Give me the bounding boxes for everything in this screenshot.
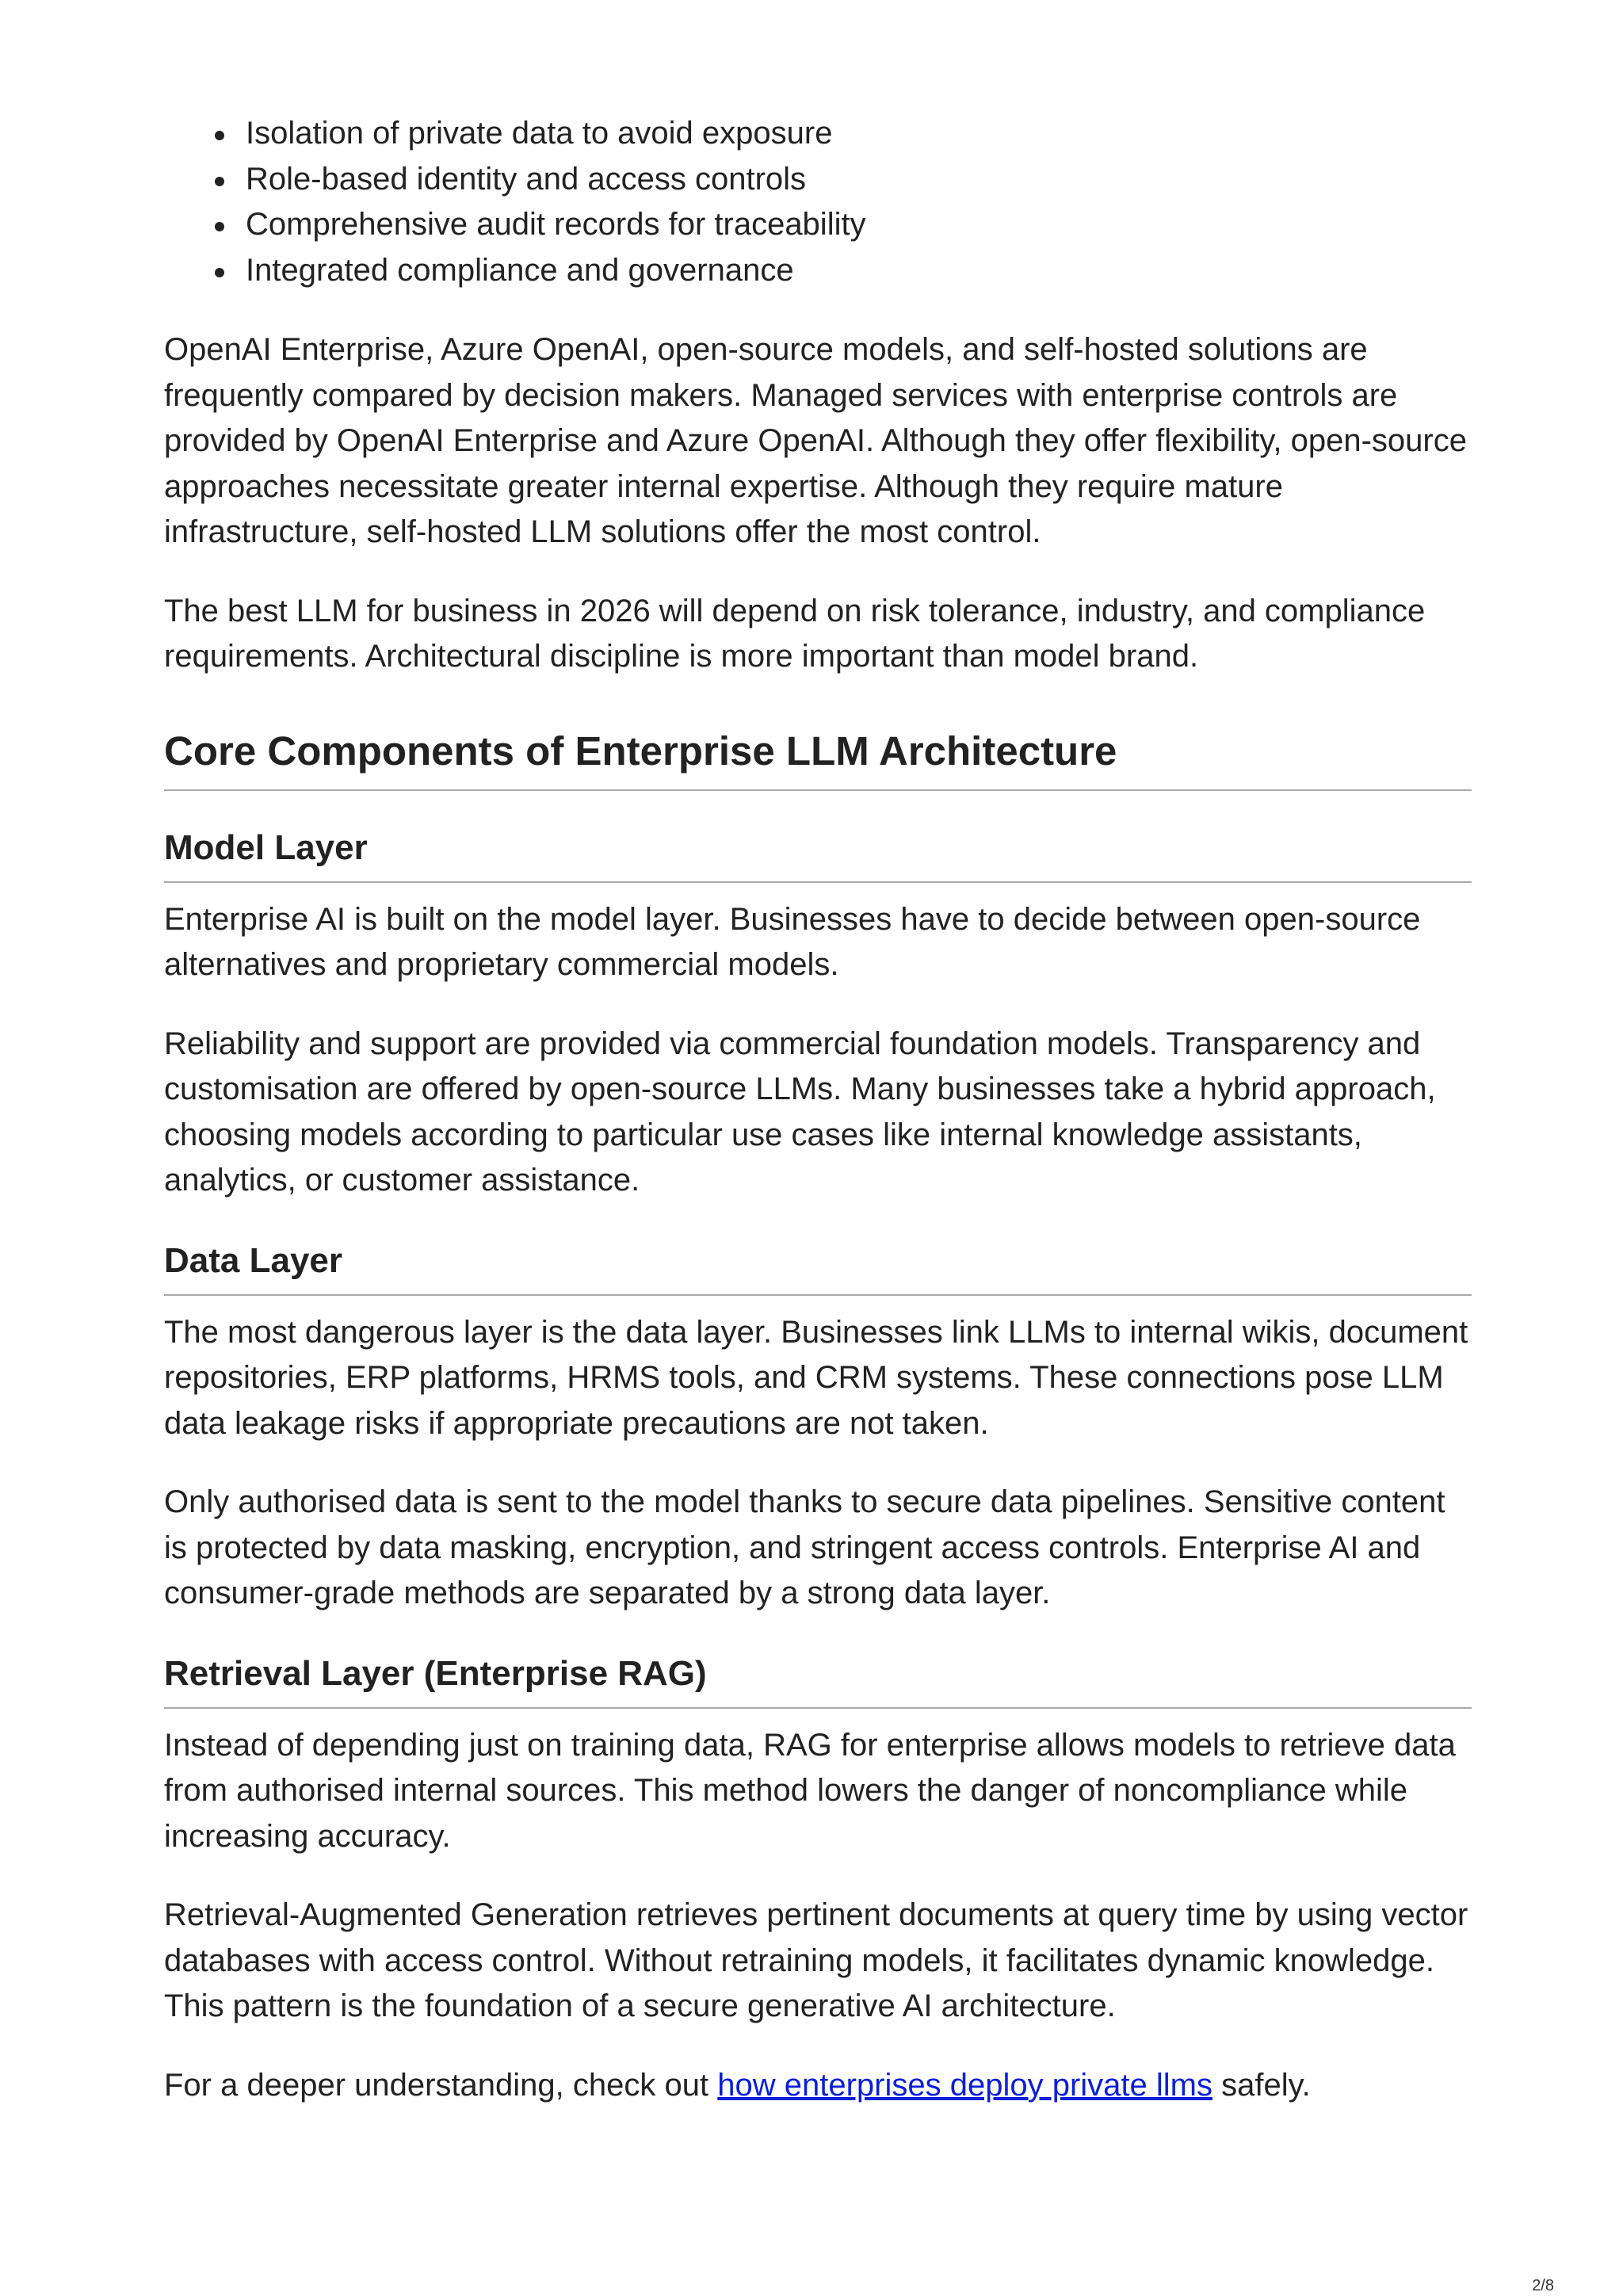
paragraph-vendor-comparison: OpenAI Enterprise, Azure OpenAI, open-source models, and self-hosted solutions are frequently compared by decision makers. Managed services with enterprise controls are provided by OpenAI Enterprise and Azure OpenAI. Although they offer flexibility, open-source approaches necessitate greater internal expertise. Although they require mature infrastructure, self-hosted LLM solutions offer the most control. [164,332,1467,549]
retrieval-layer-heading: Retrieval Layer (Enterprise RAG) [164,1652,1472,1709]
page-number: 2/8 [1532,2277,1554,2294]
paragraph-best-llm: The best LLM for business in 2026 will depend on risk tolerance, industry, and compliance requirements. Architectural discipline is more important than model brand. [164,593,1426,674]
cta-suffix-text: safely. [1212,2067,1311,2103]
section-title: Core Components of Enterprise LLM Architecture [164,726,1472,791]
retrieval-layer-paragraph: Instead of depending just on training data, RAG for enterprise allows models to retrieve data from authorised internal sources. This method lowers the danger of noncompliance while increasing accuracy. [164,1727,1456,1854]
model-layer-paragraph: Reliability and support are provided via commercial foundation models. Transparency and customisation are offered by open-source LLMs. Many businesses take a hybrid approach, choosing models according to particular use cases like internal knowledge assistants, analytics, or customer assistance. [164,1026,1436,1198]
data-layer-paragraph: The most dangerous layer is the data layer. Businesses link LLMs to internal wikis, document repositories, ERP platforms, HRMS tools, and CRM systems. These connections pose LLM data leakage risks if appropriate precautions are not taken. [164,1314,1468,1441]
retrieval-layer-paragraph: Retrieval-Augmented Generation retrieves pertinent documents at query time by using vector databases with access control. Without retraining models, it facilitates dynamic knowledge. This pattern is the foundation of a secure generative AI architecture. [164,1897,1468,2023]
list-item: Role-based identity and access controls [246,157,1472,203]
list-item: Isolation of private data to avoid exposure [246,111,1472,157]
deeper-understanding-paragraph [164,2063,1472,2109]
data-layer-paragraph: Only authorised data is sent to the model thanks to secure data pipelines. Sensitive content is protected by data masking, encryption, and stringent access controls. Enterprise AI and consumer-grade methods are separated by a strong data layer. [164,1484,1445,1610]
feature-bullet-list [164,111,1472,293]
cta-prefix-text: For a deeper understanding, check out [164,2067,718,2103]
private-llms-link[interactable]: how enterprises deploy private llms [717,2067,1212,2103]
list-item: Comprehensive audit records for traceability [246,202,1472,248]
model-layer-heading: Model Layer [164,826,1472,883]
document-body [164,111,1472,2108]
list-item: Integrated compliance and governance [246,248,1472,294]
data-layer-heading: Data Layer [164,1239,1472,1296]
model-layer-paragraph: Enterprise AI is built on the model layer. Businesses have to decide between open-source alternatives and proprietary commercial models. [164,901,1421,982]
